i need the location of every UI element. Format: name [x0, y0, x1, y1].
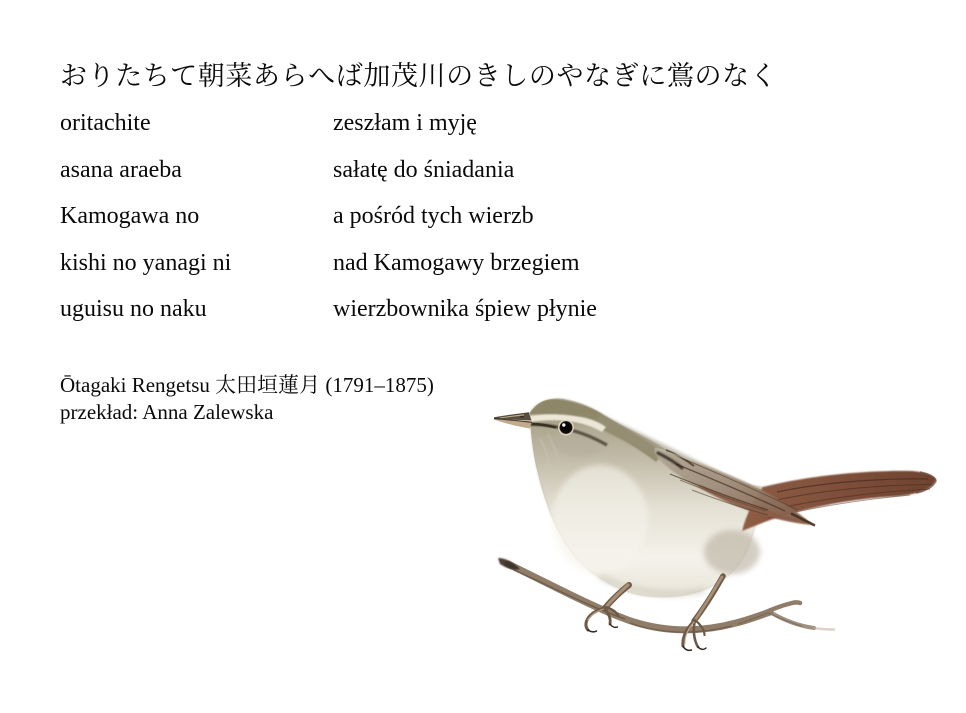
attribution-block: [60, 372, 434, 425]
romaji-line: uguisu no naku: [60, 296, 207, 322]
poem-row: [60, 147, 597, 194]
translation-line: zeszłam i myję: [333, 110, 477, 136]
eye-highlight: [562, 423, 565, 426]
translation-line: wierzbownika śpiew płynie: [333, 296, 597, 322]
romaji-line: Kamogawa no: [60, 203, 200, 229]
poem-row: [60, 286, 597, 333]
beak-nostril: [520, 416, 524, 418]
bird-beak: [494, 413, 532, 429]
translation-line: nad Kamogawy brzegiem: [333, 249, 580, 276]
poem-row: [60, 193, 597, 240]
translator-line: przekład: Anna Zalewska: [60, 399, 274, 424]
bird-illustration: [480, 380, 966, 713]
flank-wash: [704, 530, 760, 574]
poem-row: [60, 240, 597, 287]
romaji-line: asana araeba: [60, 156, 182, 183]
romaji-line: oritachite: [60, 110, 151, 136]
bird-eye: [560, 422, 572, 434]
author-line: Ōtagaki Rengetsu 太田垣蓮月 (1791–1875): [60, 373, 434, 397]
translation-line: sałatę do śniadania: [333, 156, 515, 183]
poem-row: [60, 100, 597, 147]
bush-warbler-svg: [480, 380, 966, 713]
poem-couplets: [60, 100, 597, 333]
romaji-line: kishi no yanagi ni: [60, 249, 232, 276]
japanese-poem-line: おりたちて朝菜あらへば加茂川のきしのやなぎに鴬のなく: [60, 61, 778, 91]
translation-line: a pośród tych wierzb: [333, 203, 534, 229]
